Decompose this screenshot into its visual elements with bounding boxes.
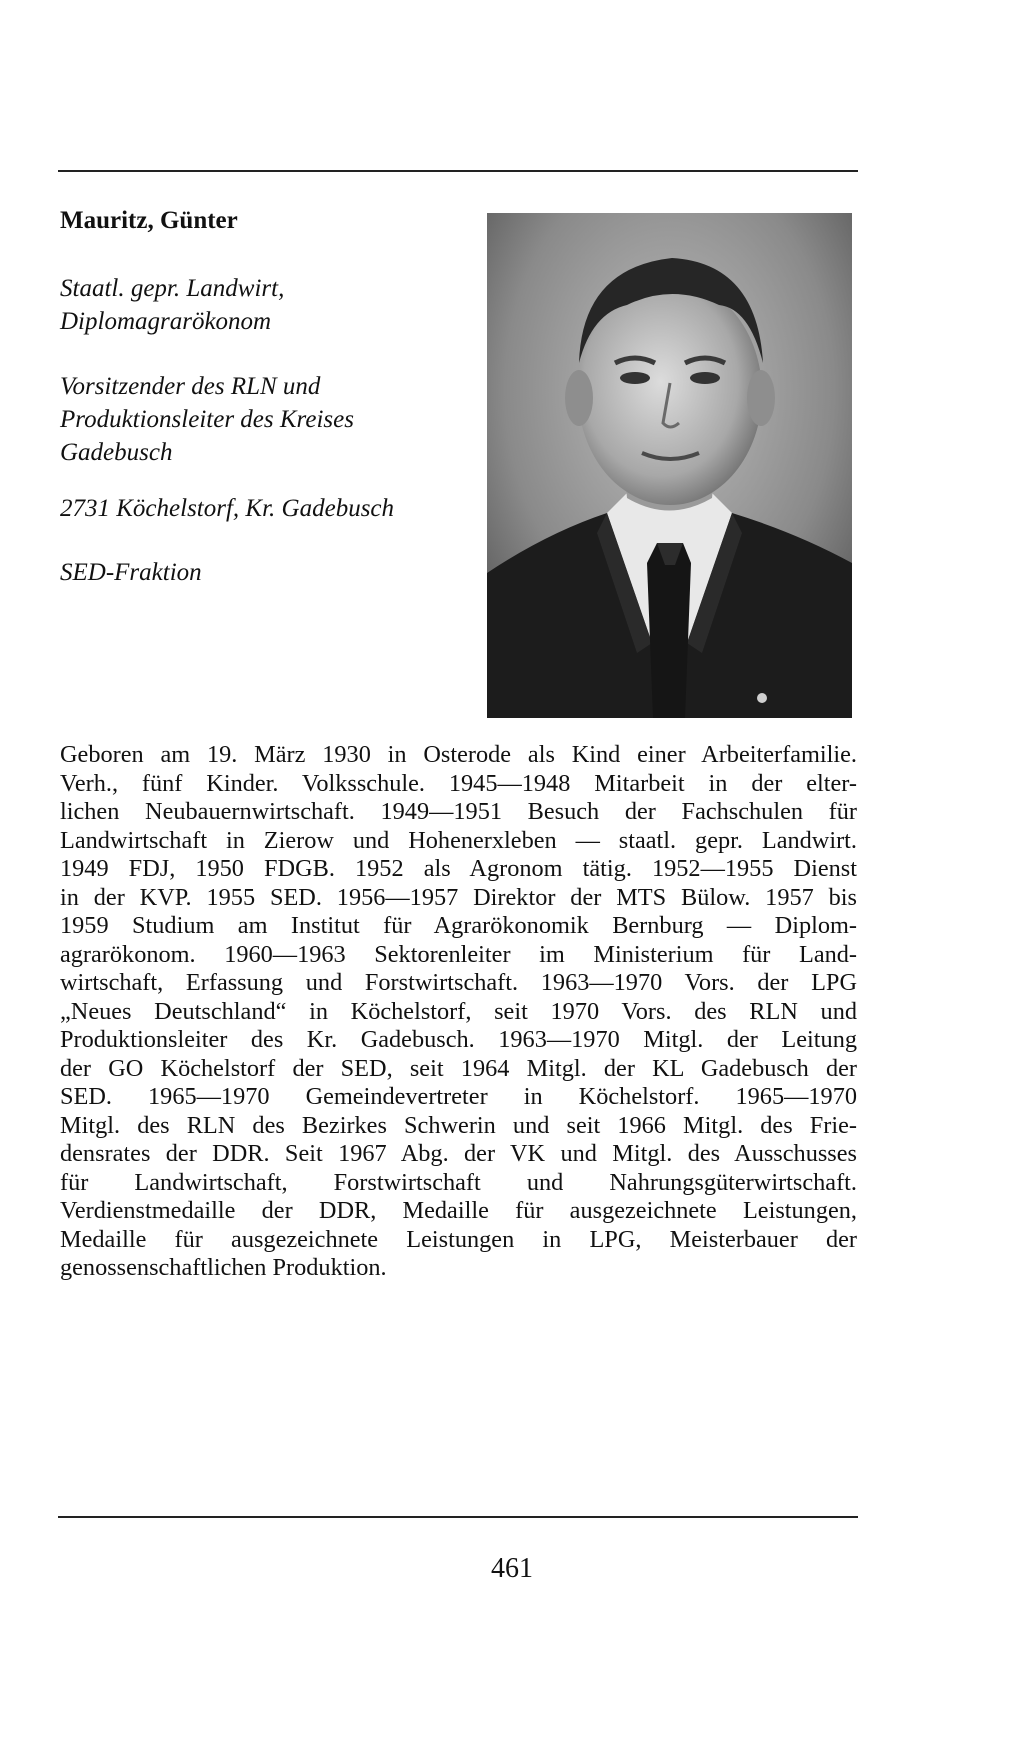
biography-line: densrates der DDR. Seit 1967 Abg. der VK und Mitgl. des Ausschusses <box>60 1140 857 1167</box>
biography-line: lichen Neubauernwirtschaft. 1949—1951 Besuch der Fachschulen für <box>60 798 857 825</box>
bottom-rule <box>58 1516 858 1518</box>
biography-line: Verdienstmedaille der DDR, Medaille für ausgezeichnete Leistungen, <box>60 1197 857 1224</box>
biography-line: Mitgl. des RLN des Bezirkes Schwerin und seit 1966 Mitgl. des Frie- <box>60 1111 857 1139</box>
biography-line: der GO Köchelstorf der SED, seit 1964 Mitgl. der KL Gadebusch der <box>60 1054 857 1082</box>
position-line-3: Gadebusch <box>60 439 173 466</box>
position-line-1: Vorsitzender des RLN und <box>60 373 321 400</box>
biography-line: agrarökonom. 1960—1963 Sektorenleiter im Ministerium für Land- <box>60 940 857 968</box>
portrait-photo <box>487 213 852 718</box>
title-line-2: Diplomagrarökonom <box>60 308 272 335</box>
biography-line: Geboren am 19. März 1930 in Osterode als Kind einer Arbeiterfamilie. <box>60 741 857 768</box>
biography-line: wirtschaft, Erfassung und Forstwirtschaft. 1963—1970 Vors. der LPG <box>60 969 857 996</box>
biography-line: 1949 FDJ, 1950 FDGB. 1952 als Agronom tätig. 1952—1955 Dienst <box>60 855 857 882</box>
biography-line: genossenschaftlichen Produktion. <box>60 1254 387 1281</box>
biography <box>60 741 857 1283</box>
biography-line: für Landwirtschaft, Forstwirtschaft und Nahrungsgüterwirtschaft. <box>60 1168 857 1196</box>
biography-line: Landwirtschaft in Zierow und Hohenerxleben — staatl. gepr. Landwirt. <box>60 826 857 854</box>
biography-line: Verh., fünf Kinder. Volksschule. 1945—1948 Mitarbeit in der elter- <box>60 769 857 797</box>
biography-line: Medaille für ausgezeichnete Leistungen in LPG, Meisterbauer der <box>60 1225 857 1253</box>
position-line-2: Produktionsleiter des Kreises <box>60 406 354 433</box>
fraction: SED-Fraktion <box>60 559 202 586</box>
biography-line: in der KVP. 1955 SED. 1956—1957 Direktor der MTS Bülow. 1957 bis <box>60 883 857 911</box>
title-line-1: Staatl. gepr. Landwirt, <box>60 275 285 302</box>
top-rule <box>58 170 858 172</box>
biography-line: Produktionsleiter des Kr. Gadebusch. 1963—1970 Mitgl. der Leitung <box>60 1026 857 1053</box>
biography-line: SED. 1965—1970 Gemeindevertreter in Köchelstorf. 1965—1970 <box>60 1083 857 1110</box>
biography-line: 1959 Studium am Institut für Agrarökonomik Bernburg — Diplom- <box>60 912 857 939</box>
page-number: 461 <box>491 1553 533 1584</box>
entry-name: Mauritz, Günter <box>60 207 238 234</box>
address: 2731 Köchelstorf, Kr. Gadebusch <box>60 495 395 522</box>
biography-line: „Neues Deutschland“ in Köchelstorf, seit 1970 Vors. des RLN und <box>60 997 857 1025</box>
